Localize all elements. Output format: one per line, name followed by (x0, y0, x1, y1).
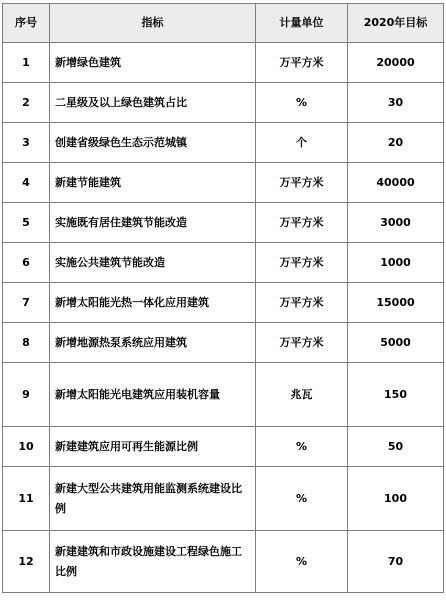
table-row (3, 531, 444, 593)
row-indicator: 创建省级绿色生态示范城镇 (50, 123, 256, 163)
row-target: 1000 (348, 243, 444, 283)
row-no: 6 (3, 243, 50, 283)
row-target: 150 (348, 363, 444, 427)
row-unit: % (256, 531, 348, 593)
row-no: 3 (3, 123, 50, 163)
row-indicator: 新增太阳能光电建筑应用装机容量 (50, 363, 256, 427)
row-indicator: 实施既有居住建筑节能改造 (50, 203, 256, 243)
row-unit: 兆瓦 (256, 363, 348, 427)
table-row (3, 243, 444, 283)
row-unit: 个 (256, 123, 348, 163)
row-target: 50 (348, 427, 444, 467)
header-unit: 计量单位 (256, 4, 348, 43)
row-unit: 万平方米 (256, 323, 348, 363)
row-target: 5000 (348, 323, 444, 363)
row-indicator: 新建建筑应用可再生能源比例 (50, 427, 256, 467)
row-target: 70 (348, 531, 444, 593)
row-indicator: 二星级及以上绿色建筑占比 (50, 83, 256, 123)
row-indicator: 新建大型公共建筑用能监测系统建设比例 (50, 467, 256, 531)
table-row (3, 363, 444, 427)
row-indicator: 新增地源热泵系统应用建筑 (50, 323, 256, 363)
row-indicator: 新建节能建筑 (50, 163, 256, 203)
row-unit: 万平方米 (256, 243, 348, 283)
row-no: 11 (3, 467, 50, 531)
row-no: 12 (3, 531, 50, 593)
header-row (3, 4, 444, 43)
row-no: 1 (3, 43, 50, 83)
row-no: 7 (3, 283, 50, 323)
table-row (3, 283, 444, 323)
row-indicator: 实施公共建筑节能改造 (50, 243, 256, 283)
row-target: 40000 (348, 163, 444, 203)
row-unit: 万平方米 (256, 283, 348, 323)
row-target: 15000 (348, 283, 444, 323)
row-indicator: 新建建筑和市政设施建设工程绿色施工比例 (50, 531, 256, 593)
row-unit: % (256, 83, 348, 123)
table-row (3, 323, 444, 363)
header-no: 序号 (3, 4, 50, 43)
row-unit: % (256, 427, 348, 467)
row-target: 20000 (348, 43, 444, 83)
table-row (3, 203, 444, 243)
row-no: 4 (3, 163, 50, 203)
row-indicator: 新增太阳能光热一体化应用建筑 (50, 283, 256, 323)
row-no: 8 (3, 323, 50, 363)
row-target: 3000 (348, 203, 444, 243)
row-target: 100 (348, 467, 444, 531)
table-row (3, 83, 444, 123)
header-indicator: 指标 (50, 4, 256, 43)
targets-table (2, 3, 444, 593)
row-target: 20 (348, 123, 444, 163)
row-no: 10 (3, 427, 50, 467)
row-unit: 万平方米 (256, 43, 348, 83)
row-no: 5 (3, 203, 50, 243)
table-row (3, 427, 444, 467)
table-row (3, 43, 444, 83)
row-unit: 万平方米 (256, 203, 348, 243)
row-unit: 万平方米 (256, 163, 348, 203)
table-row (3, 467, 444, 531)
table-row (3, 123, 444, 163)
header-target: 2020年目标 (348, 4, 444, 43)
row-no: 2 (3, 83, 50, 123)
row-no: 9 (3, 363, 50, 427)
row-indicator: 新增绿色建筑 (50, 43, 256, 83)
table-row (3, 163, 444, 203)
row-unit: % (256, 467, 348, 531)
row-target: 30 (348, 83, 444, 123)
